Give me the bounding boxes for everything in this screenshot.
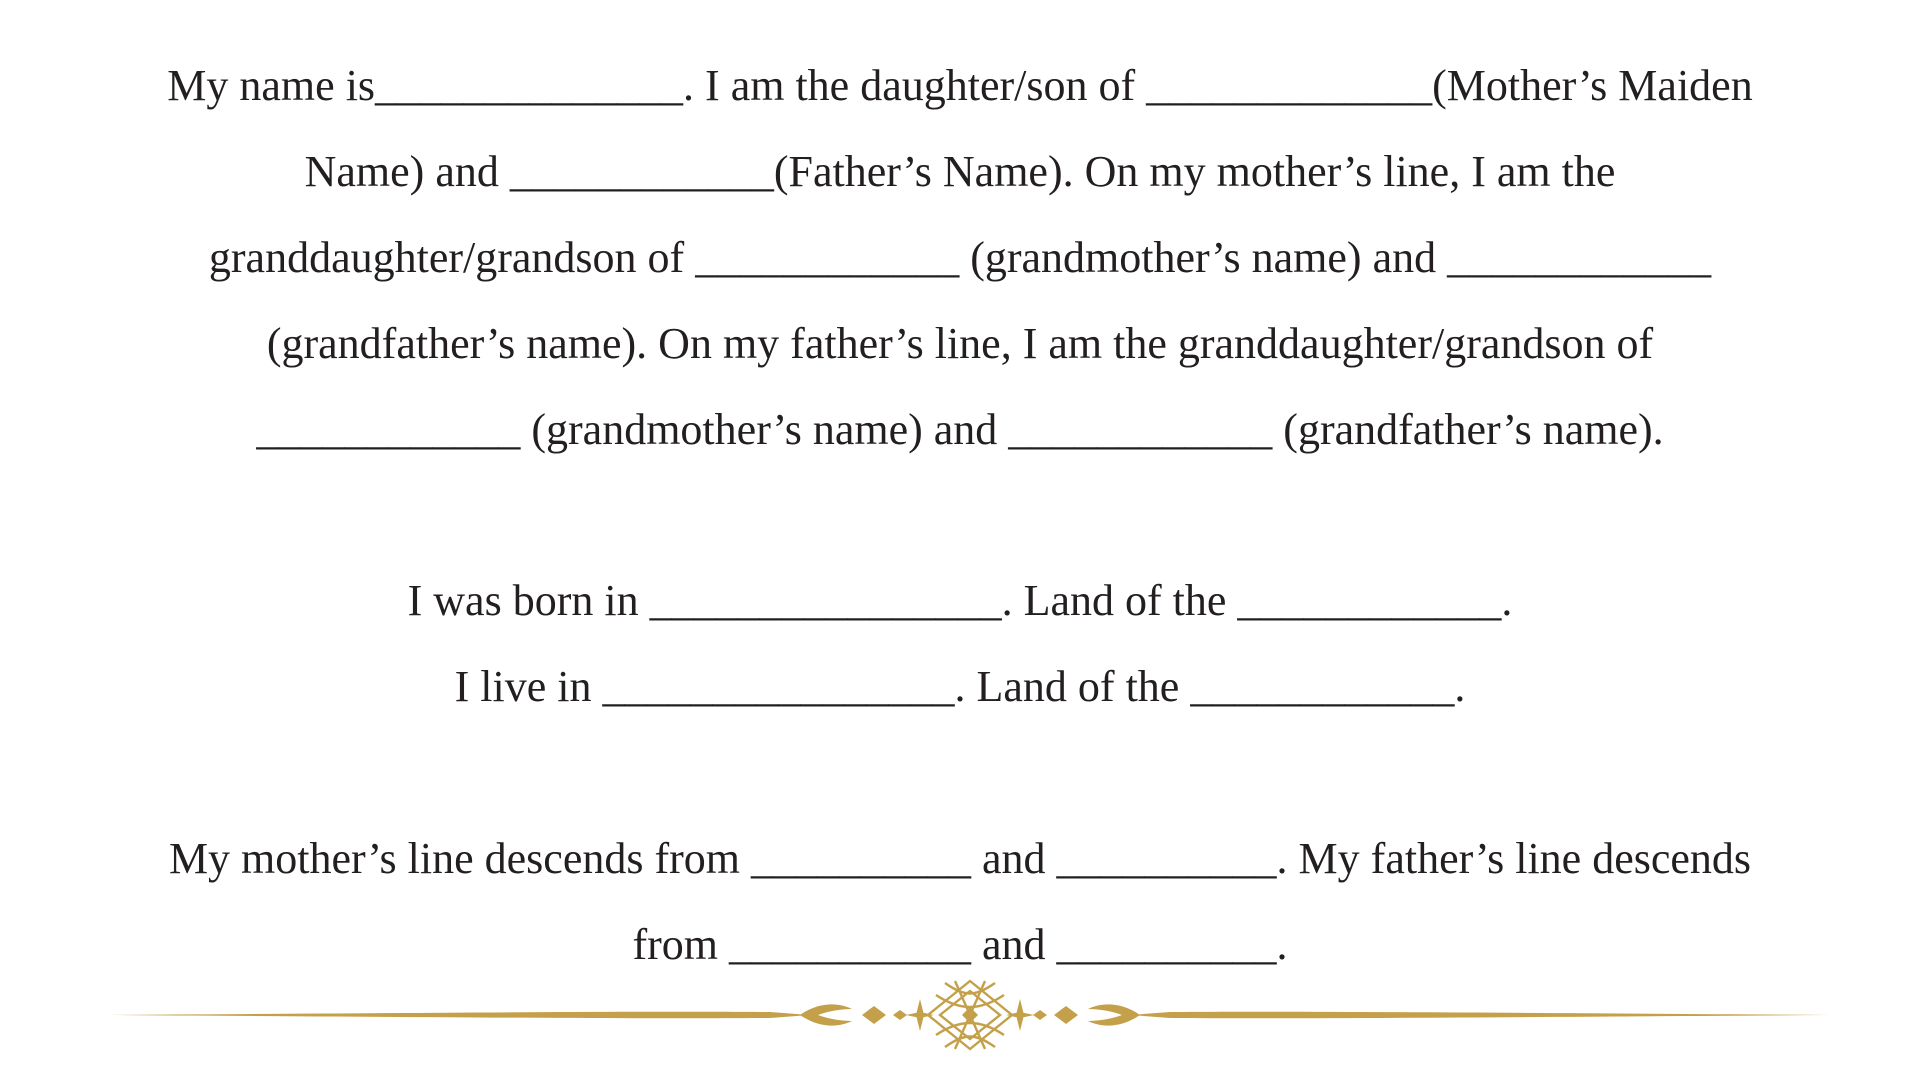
descent-paragraph [40, 816, 1880, 988]
form-line: Name) and ____________(Father’s Name). On my mother’s line, I am the [304, 147, 1616, 196]
birthplace-paragraph [40, 558, 1880, 730]
form-line: My name is______________. I am the daughter/son of _____________(Mother’s Maiden [167, 61, 1753, 110]
form-line: My mother’s line descends from __________ and __________. My father’s line descends [168, 834, 1752, 883]
form-line: I live in ________________. Land of the ____________. [454, 662, 1466, 711]
form-line: ____________ (grandmother’s name) and ____________ (grandfather’s name). [256, 405, 1664, 454]
form-line: from ___________ and __________. [632, 920, 1288, 969]
form-line: I was born in ________________. Land of the ____________. [407, 576, 1513, 625]
gold-scroll-divider-icon [110, 975, 1830, 1055]
form-line: (grandfather’s name). On my father’s line, I am the granddaughter/grandson of [266, 319, 1654, 368]
form-line: granddaughter/grandson of ____________ (grandmother’s name) and ____________ [208, 233, 1712, 282]
lineage-intro-paragraph [40, 43, 1880, 473]
